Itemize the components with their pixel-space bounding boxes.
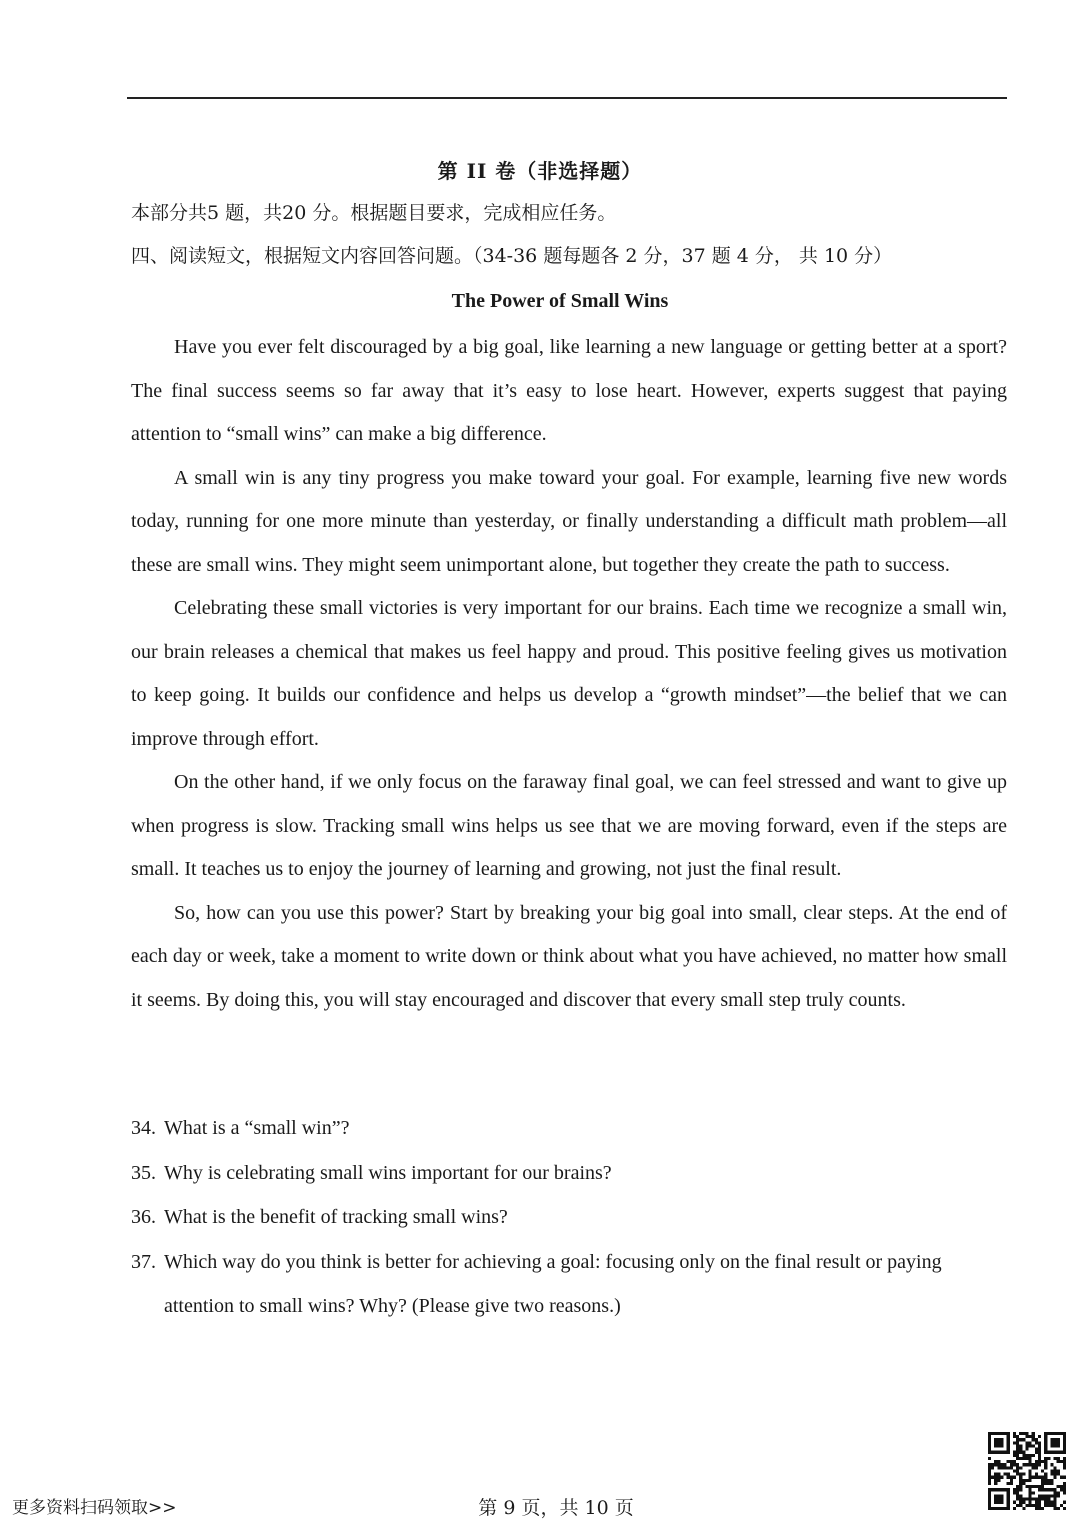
essay-paragraph: Celebrating these small victories is very important for our brains. Each time we recognize a small win, our brain releases a chemical that makes us feel happy and proud. This positive feeling gives us motivation to keep going. It builds our confidence and helps us develop a “growth mindset”—the belief that we can improve through effort. (131, 597, 1007, 750)
section-title: 第 II 卷（非选择题） (437, 159, 643, 183)
question-number: 34. (131, 1117, 156, 1139)
question-text: What is a “small win”? (164, 1117, 350, 1139)
essay-paragraph: Have you ever felt discouraged by a big goal, like learning a new language or getting better at a sport? The final success seems so far away that it’s easy to lose heart. However, experts suggest that paying attention to “small wins” can make a big difference. (131, 336, 1007, 445)
question-item (131, 1240, 1007, 1329)
top-rule (127, 97, 1007, 99)
reading-instruction: 四、阅读短文，根据短文内容回答问题。（34-36 题每题各 2 分，37 题 4 分， 共 10 分） (131, 245, 893, 267)
essay-paragraph: So, how can you use this power? Start by breaking your big goal into small, clear steps. At the end of each day or week, take a moment to write down or think about what you have achieved, no matter how small it seems. By doing this, you will stay encouraged and discover that every small step truly counts. (131, 901, 1007, 1011)
promo-text: 更多资料扫码领取>> (12, 1498, 177, 1518)
question-item (131, 1195, 1007, 1240)
qr-code-icon (988, 1432, 1066, 1510)
question-item (131, 1151, 1007, 1196)
page-number: 第 9 页，共 10 页 (478, 1497, 634, 1519)
essay-title: The Power of Small Wins (451, 290, 669, 312)
essay-paragraph: A small win is any tiny progress you make toward your goal. For example, learning five new words today, running for one more minute than yesterday, or finally understanding a difficult math problem—all these are small wins. They might seem unimportant alone, but together they create the path to success. (131, 466, 1007, 576)
question-number: 37. (131, 1250, 156, 1273)
question-text: What is the benefit of tracking small wins? (164, 1206, 508, 1228)
section-intro: 本部分共5 题，共20 分。根据题目要求，完成相应任务。 (131, 202, 617, 224)
question-number: 36. (131, 1206, 156, 1228)
essay-paragraph: On the other hand, if we only focus on the faraway final goal, we can feel stressed and want to give up when progress is slow. Tracking small wins helps us see that we are moving forward, even if the steps are small. It teaches us to enjoy the journey of learning and growing, not just the final result. (131, 771, 1007, 880)
question-list (131, 1106, 1007, 1329)
essay-body (131, 326, 1007, 1022)
question-item (131, 1106, 1007, 1151)
question-text: Why is celebrating small wins important for our brains? (164, 1161, 612, 1184)
question-number: 35. (131, 1161, 156, 1184)
question-text: Which way do you think is better for achieving a goal: focusing only on the final result or paying attention to small wins? Why? (Please give two reasons.) (164, 1250, 942, 1317)
